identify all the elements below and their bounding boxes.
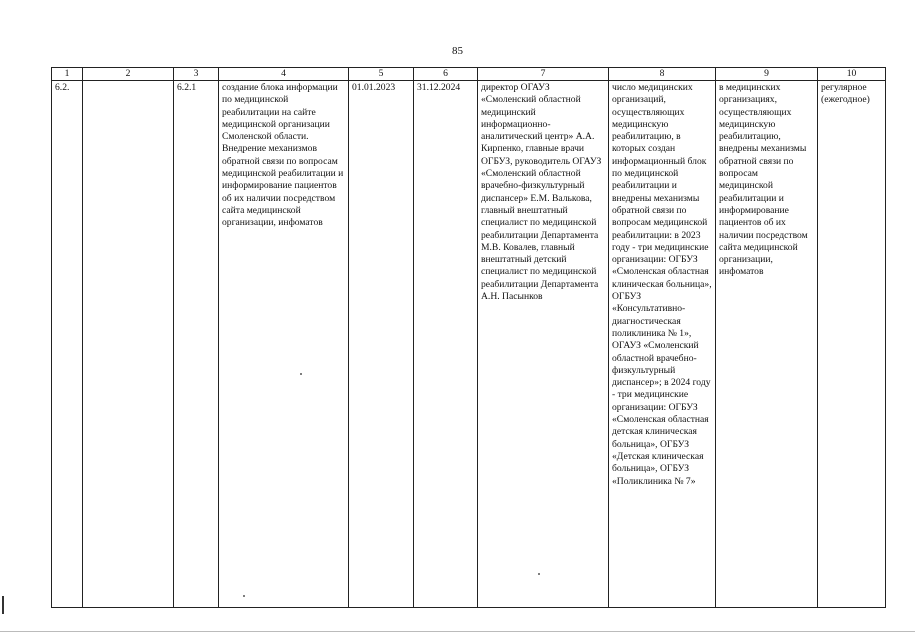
section-number-cell: 6.2. <box>52 81 83 608</box>
header-cell-4: 4 <box>219 68 349 81</box>
header-cell-10: 10 <box>818 68 886 81</box>
header-row <box>52 68 886 81</box>
end-date-cell: 31.12.2024 <box>414 81 478 608</box>
plan-table <box>51 67 886 608</box>
header-cell-6: 6 <box>414 68 478 81</box>
scan-edge-mark <box>2 596 4 614</box>
responsible-cell: директор ОГАУЗ «Смоленский областной медицинский информационно-аналитический центр» А.А. Кирпенко, главные врачи ОГБУЗ, руководитель ОГАУЗ «Смоленский областной врачебно-физкультурный диспансер» Е.М. Валькова, главный внештатный специалист по медицинской реабилитации Департамента М.В. Ковалев, главный внештатный детский специалист по медицинской реабилитации Департамента А.Н. Пасынков <box>478 81 609 608</box>
frequency-cell: регулярное (ежегодное) <box>818 81 886 608</box>
header-cell-2: 2 <box>83 68 174 81</box>
result-cell: в медицинских организациях, осуществляющих медицинскую реабилитацию, внедрены механизмы обратной связи по вопросам медицинской реабилитации и информирование пациентов об их наличии посредством сайта медицинской организации, инфоматов <box>716 81 818 608</box>
scan-speck <box>538 573 540 575</box>
scan-speck <box>243 595 245 597</box>
scan-speck <box>300 373 302 375</box>
indicator-cell: число медицинских организаций, осуществляющих медицинскую реабилитацию, в которых создан информационный блок по медицинской реабилитации и внедрены механизмы обратной связи по вопросам медицинской реабилитации: в 2023 году - три медицинские организации: ОГБУЗ «Смоленская областная клиническая больница», ОГБУЗ «Консультативно-диагностическая поликлиника № 1», ОГАУЗ «Смоленский областной врачебно-физкультурный диспансер»; в 2024 году - три медицинские организации: ОГБУЗ «Смоленская областная детская клиническая больница», ОГБУЗ «Детская клиническая больница», ОГБУЗ «Поликлиника № 7» <box>609 81 716 608</box>
header-cell-8: 8 <box>609 68 716 81</box>
empty-cell <box>83 81 174 608</box>
header-cell-1: 1 <box>52 68 83 81</box>
page-bottom-edge <box>0 631 915 632</box>
header-cell-5: 5 <box>349 68 414 81</box>
page-number: 85 <box>452 45 463 57</box>
start-date-cell: 01.01.2023 <box>349 81 414 608</box>
header-cell-9: 9 <box>716 68 818 81</box>
item-number-cell: 6.2.1 <box>174 81 219 608</box>
header-cell-3: 3 <box>174 68 219 81</box>
header-cell-7: 7 <box>478 68 609 81</box>
table-row <box>52 81 886 608</box>
activity-cell: создание блока информации по медицинской реабилитации на сайте медицинской организации Смоленской области. Внедрение механизмов обратной связи по вопросам медицинской реабилитации и информирование пациентов об их наличии посредством сайта медицинской организации, инфоматов <box>219 81 349 608</box>
